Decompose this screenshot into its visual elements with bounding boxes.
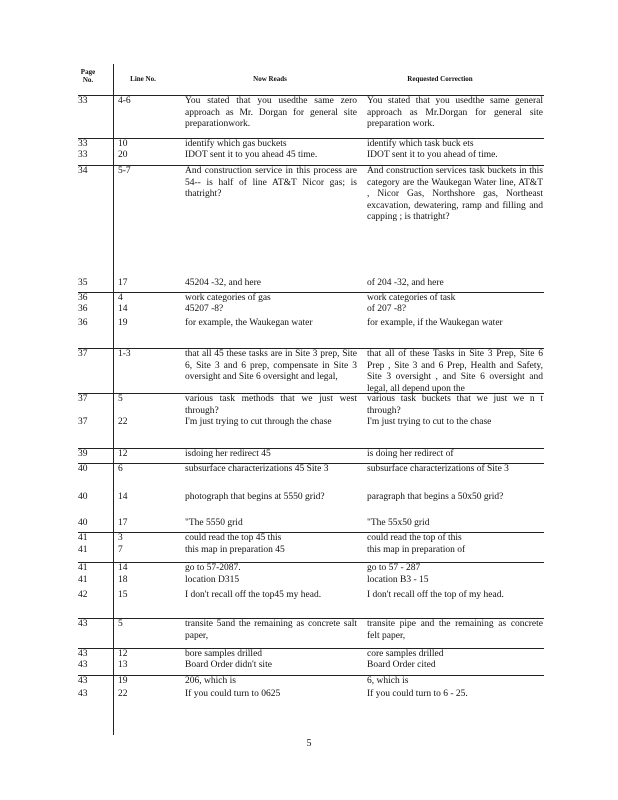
- line-cell: 4: [118, 293, 123, 303]
- table-row: [78, 689, 544, 703]
- table-row: [78, 304, 544, 317]
- requested-correction-cell: paragraph that begins a 50x50 grid?: [367, 492, 504, 502]
- line-cell: 14: [118, 492, 128, 502]
- page-cell: 37: [78, 394, 88, 404]
- page-cell: 40: [78, 518, 88, 528]
- requested-correction-cell: I don't recall off the top of my head.: [367, 590, 504, 600]
- requested-correction-cell: of 204 -32, and here: [367, 278, 444, 288]
- table-row: [78, 150, 544, 163]
- line-cell: 1-3: [118, 349, 131, 359]
- requested-correction-cell: 6, which is: [367, 676, 409, 686]
- header-requested-correction: Requested Correction: [407, 75, 473, 83]
- requested-correction-cell: You stated that you usedthe same general approach as Mr.Dorgan for general site preparation work.: [367, 96, 546, 130]
- line-cell: 20: [118, 150, 128, 160]
- line-cell: 5-7: [118, 166, 131, 176]
- page-cell: 39: [78, 449, 88, 459]
- requested-correction-cell: for example, if the Waukegan water: [367, 318, 503, 328]
- line-cell: 22: [118, 689, 128, 699]
- now-reads-cell: location D315: [185, 575, 240, 585]
- now-reads-cell: this map in preparation 45: [185, 545, 285, 555]
- now-reads-cell: that all 45 these tasks are in Site 3 prep, Site 6, Site 3 and 6 prep, compensate in Site 3 oversight and Site 6 oversight and legal,: [185, 349, 360, 383]
- requested-correction-cell: of 207 -8?: [367, 304, 407, 314]
- requested-correction-cell: location B3 - 15: [367, 575, 429, 585]
- table-row: [78, 648, 544, 660]
- now-reads-cell: bore samples drilled: [185, 649, 263, 659]
- page-cell: 33: [78, 139, 88, 149]
- page-cell: 41: [78, 533, 88, 543]
- page-cell: 43: [78, 689, 88, 699]
- page-cell: 41: [78, 563, 88, 573]
- requested-correction-cell: Board Order cited: [367, 660, 436, 670]
- requested-correction-cell: that all of these Tasks in Site 3 Prep, Site 6 Prep , Site 3 and 6 Prep, Health and Safety, Site 3 oversight , and Site 6 oversight and legal, all depend upon the: [367, 349, 546, 394]
- now-reads-cell: 45204 -32, and here: [185, 278, 261, 288]
- table-row: [78, 545, 544, 558]
- now-reads-cell: "The 5550 grid: [185, 518, 243, 528]
- now-reads-cell: You stated that you usedthe same zero approach as Mr. Dorgan for general site preparationwork.: [185, 96, 360, 130]
- header-line-no: Line No.: [130, 75, 156, 83]
- table-row: [78, 660, 544, 674]
- line-cell: 7: [118, 545, 123, 555]
- line-cell: 5: [118, 394, 123, 404]
- requested-correction-cell: this map in preparation of: [367, 545, 466, 555]
- page-cell: 40: [78, 464, 88, 474]
- table-row: [78, 562, 544, 574]
- line-cell: 10: [118, 139, 128, 149]
- line-cell: 12: [118, 449, 128, 459]
- table-row: [78, 590, 544, 617]
- requested-correction-cell: IDOT sent it to you ahead of time.: [367, 150, 498, 160]
- now-reads-cell: various task methods that we just west through?: [185, 394, 360, 416]
- now-reads-cell: Board Order didn't site: [185, 660, 272, 670]
- now-reads-cell: IDOT sent it to you ahead 45 time.: [185, 150, 318, 160]
- table-row: [78, 618, 544, 648]
- requested-correction-cell: is doing her redirect of: [367, 449, 454, 459]
- table-row: [78, 518, 544, 531]
- table-row: [78, 278, 544, 290]
- page-cell: 33: [78, 96, 88, 106]
- now-reads-cell: could read the top 45 this: [185, 533, 282, 543]
- table-row: [78, 675, 544, 688]
- now-reads-cell: isdoing her redirect 45: [185, 449, 271, 459]
- requested-correction-cell: identify which task buck ets: [367, 139, 474, 149]
- now-reads-cell: photograph that begins at 5550 grid?: [185, 492, 325, 502]
- line-cell: 17: [118, 278, 128, 288]
- page-cell: 35: [78, 278, 88, 288]
- table-row: [78, 448, 544, 462]
- table-row: [78, 318, 544, 346]
- table-row: [78, 575, 544, 589]
- table-row: [78, 292, 544, 304]
- line-cell: 14: [118, 563, 128, 573]
- table-row: [78, 532, 544, 545]
- line-cell: 13: [118, 660, 128, 670]
- line-cell: 3: [118, 533, 123, 543]
- now-reads-cell: for example, the Waukegan water: [185, 318, 313, 328]
- line-cell: 5: [118, 619, 123, 629]
- line-cell: 22: [118, 417, 128, 427]
- table-row: [78, 463, 544, 492]
- requested-correction-cell: go to 57 - 287: [367, 563, 421, 573]
- table-row: [78, 492, 544, 516]
- line-cell: 19: [118, 318, 128, 328]
- page-cell: 34: [78, 166, 88, 176]
- now-reads-cell: I don't recall off the top45 my head.: [185, 590, 322, 600]
- requested-correction-cell: core samples drilled: [367, 649, 444, 659]
- table-row: [78, 95, 544, 136]
- page-cell: 36: [78, 304, 88, 314]
- requested-correction-cell: work categories of task: [367, 293, 456, 303]
- now-reads-cell: And construction service in this process are 54-- is half of line AT&T Nicor gas; is thatright?: [185, 166, 360, 200]
- line-cell: 6: [118, 464, 123, 474]
- table-row: [78, 138, 544, 150]
- requested-correction-cell: various task buckets that we just we n t through?: [367, 394, 546, 416]
- page-cell: 43: [78, 660, 88, 670]
- now-reads-cell: If you could turn to 0625: [185, 689, 281, 699]
- line-cell: 4-6: [118, 96, 131, 106]
- line-cell: 12: [118, 649, 128, 659]
- now-reads-cell: go to 57-2087.: [185, 563, 241, 573]
- page-cell: 43: [78, 649, 88, 659]
- requested-correction-cell: I'm just trying to cut to the chase: [367, 417, 492, 427]
- now-reads-cell: 206, which is: [185, 676, 236, 686]
- page-cell: 36: [78, 293, 88, 303]
- now-reads-cell: subsurface characterizations 45 Site 3: [185, 464, 329, 474]
- page-cell: 36: [78, 318, 88, 328]
- header-now-reads: Now Reads: [253, 75, 287, 83]
- requested-correction-cell: "The 55x50 grid: [367, 518, 430, 528]
- page-cell: 42: [78, 590, 88, 600]
- table-row: [78, 165, 544, 278]
- page-number: 5: [306, 738, 312, 749]
- page-cell: 37: [78, 417, 88, 427]
- line-cell: 14: [118, 304, 128, 314]
- line-cell: 15: [118, 590, 128, 600]
- page-cell: 41: [78, 545, 88, 555]
- requested-correction-cell: transite pipe and the remaining as concrete felt paper,: [367, 619, 546, 641]
- page-cell: 43: [78, 676, 88, 686]
- header-page-no: Page No.: [80, 68, 96, 84]
- line-cell: 17: [118, 518, 128, 528]
- page-cell: 43: [78, 619, 88, 629]
- page-cell: 41: [78, 575, 88, 585]
- now-reads-cell: identify which gas buckets: [185, 139, 287, 149]
- page-cell: 37: [78, 349, 88, 359]
- table-row: [78, 417, 544, 445]
- table-row: [78, 393, 544, 416]
- requested-correction-cell: If you could turn to 6 - 25.: [367, 689, 468, 699]
- now-reads-cell: 45207 -8?: [185, 304, 224, 314]
- table-row: [78, 348, 544, 393]
- line-cell: 19: [118, 676, 128, 686]
- requested-correction-cell: could read the top of this: [367, 533, 462, 543]
- requested-correction-cell: And construction services task buckets in this category are the Waukegan Water line, AT&T , Nicor Gas, Northshore gas, Northeast excavation, dewatering, ramp and filling and capping ; is thatright?: [367, 166, 546, 223]
- requested-correction-cell: subsurface characterizations of Site 3: [367, 464, 509, 474]
- line-cell: 18: [118, 575, 128, 585]
- page-cell: 40: [78, 492, 88, 502]
- now-reads-cell: work categories of gas: [185, 293, 271, 303]
- now-reads-cell: transite 5and the remaining as concrete salt paper,: [185, 619, 360, 641]
- now-reads-cell: I'm just trying to cut through the chase: [185, 417, 332, 427]
- page-cell: 33: [78, 150, 88, 160]
